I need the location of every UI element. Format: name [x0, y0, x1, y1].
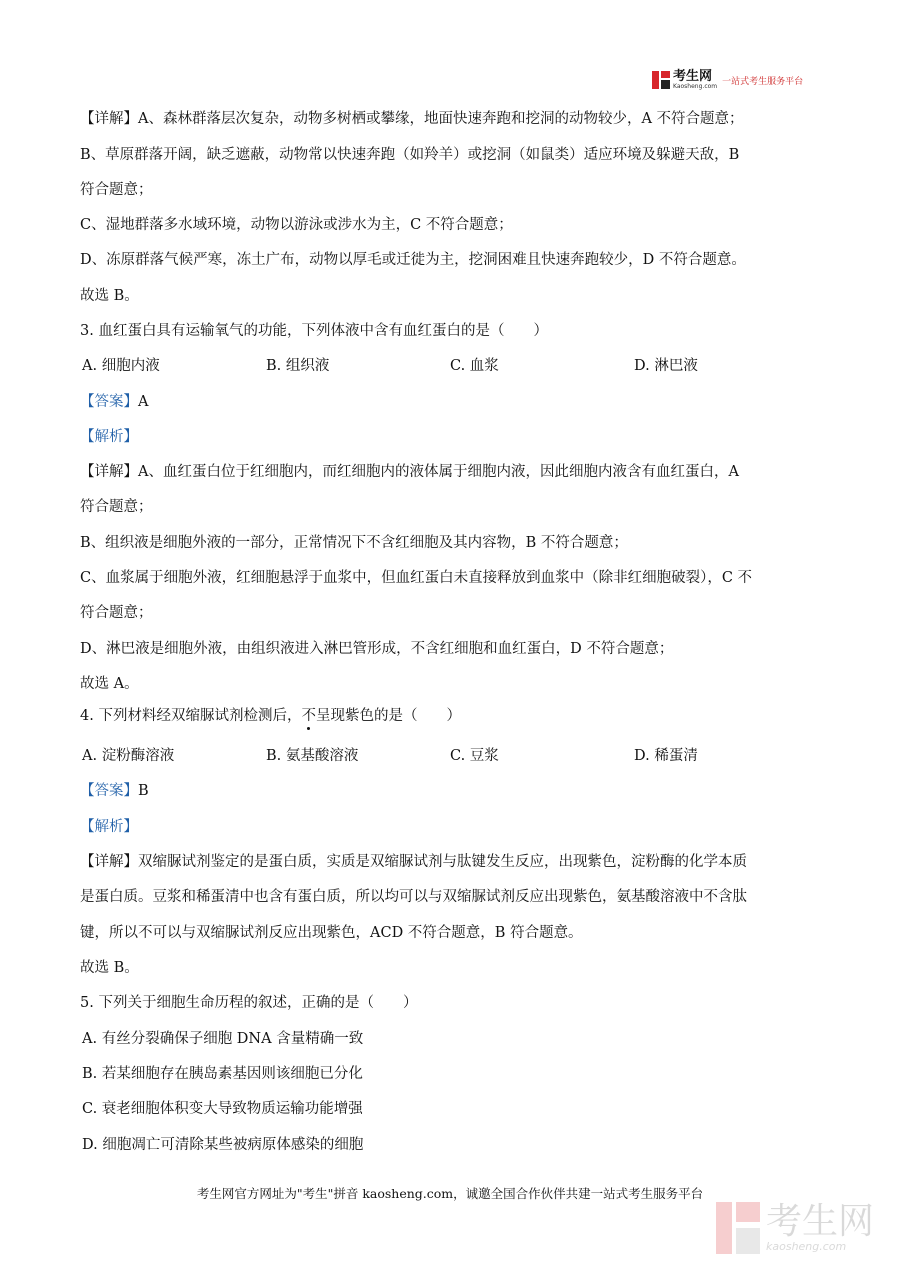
q3-detail-a-1: 【详解】A、血红蛋白位于红细胞内，而红细胞内的液体属于细胞内液，因此细胞内液含有血红蛋白，A: [80, 464, 739, 480]
q3-analysis-tag: 【解析】: [80, 429, 138, 445]
q2-detail-b-1: B、草原群落开阔，缺乏遮蔽，动物常以快速奔跑（如羚羊）或挖洞（如鼠类）适应环境及躲避天敌，B: [80, 147, 740, 163]
q3-stem: 3. 血红蛋白具有运输氧气的功能，下列体液中含有血红蛋白的是（ ）: [80, 323, 548, 339]
answer-tag: 【答案】: [80, 783, 138, 799]
q4-detail-2: 是蛋白质。豆浆和稀蛋清中也含有蛋白质，所以均可以与双缩脲试剂反应出现紫色，氨基酸溶液中不含肽: [80, 889, 747, 905]
q3-detail-d: D、淋巴液是细胞外液，由组织液进入淋巴管形成，不含红细胞和血红蛋白，D 不符合题意；: [80, 641, 674, 657]
q2-detail-b-2: 符合题意；: [80, 182, 153, 198]
emphasis-dot-text: 不: [301, 708, 316, 724]
q5-option-c: C. 衰老细胞体积变大导致物质运输功能增强: [82, 1101, 363, 1117]
q3-option-c: C. 血浆: [450, 358, 499, 374]
q4-option-b: B. 氨基酸溶液: [266, 748, 359, 764]
answer-tag: 【答案】: [80, 394, 138, 410]
page-footer: 考生网官方网址为"考生"拼音 kaosheng.com，诚邀全国合作伙伴共建一站式考生服务平台: [196, 1186, 704, 1201]
q4-detail-3: 键，所以不可以与双缩脲试剂反应出现紫色，ACD 不符合题意，B 符合题意。: [80, 925, 583, 941]
q4-answer: 【答案】B: [80, 783, 149, 799]
q4-choice: 故选 B。: [80, 960, 139, 976]
logo-slogan: 一站式考生服务平台: [722, 76, 804, 87]
watermark-domain: kaosheng.com: [766, 1239, 847, 1253]
logo-domain: Kaosheng.com: [673, 83, 718, 90]
q3-detail-c-2: 符合题意；: [80, 605, 153, 621]
q3-detail-b: B、组织液是细胞外液的一部分，正常情况下不含红细胞及其内容物，B 不符合题意；: [80, 535, 628, 551]
q5-option-d: D. 细胞凋亡可清除某些被病原体感染的细胞: [82, 1137, 364, 1153]
header-logo: [652, 70, 803, 90]
q2-detail-d: D、冻原群落气候严寒，冻土广布，动物以厚毛或迁徙为主，挖洞困难且快速奔跑较少，D 不符合题意。: [80, 252, 746, 268]
q2-detail-a: 【详解】A、森林群落层次复杂，动物多树栖或攀缘，地面快速奔跑和挖洞的动物较少，A 不符合题意；: [80, 111, 744, 127]
watermark: [716, 1202, 874, 1254]
q5-stem: 5. 下列关于细胞生命历程的叙述，正确的是（ ）: [80, 995, 418, 1011]
q3-choice: 故选 A。: [80, 676, 139, 692]
q3-option-b: B. 组织液: [266, 358, 330, 374]
q3-detail-c-1: C、血浆属于细胞外液，红细胞悬浮于血浆中，但血红蛋白未直接释放到血浆中（除非红细胞破裂），C 不: [80, 570, 753, 586]
q2-detail-c: C、湿地群落多水域环境，动物以游泳或涉水为主，C 不符合题意；: [80, 217, 513, 233]
q4-option-a: A. 淀粉酶溶液: [82, 748, 175, 764]
q4-detail-1: 【详解】双缩脲试剂鉴定的是蛋白质，实质是双缩脲试剂与肽键发生反应，出现紫色，淀粉酶的化学本质: [80, 854, 747, 870]
q4-stem: 4. 下列材料经双缩脲试剂检测后，不呈现紫色的是（ ）: [80, 708, 461, 724]
logo-name: 考生网: [673, 69, 713, 84]
q2-choice: 故选 B。: [80, 288, 139, 304]
watermark-name: 考生网: [766, 1200, 875, 1242]
q3-option-a: A. 细胞内液: [82, 358, 160, 374]
q4-analysis-tag: 【解析】: [80, 819, 138, 835]
q3-answer: 【答案】A: [80, 394, 149, 410]
q4-option-c: C. 豆浆: [450, 748, 499, 764]
watermark-logo-icon: [716, 1202, 760, 1254]
q4-option-d: D. 稀蛋清: [634, 748, 698, 764]
q5-option-b: B. 若某细胞存在胰岛素基因则该细胞已分化: [82, 1066, 363, 1082]
kaosheng-logo-icon: [652, 71, 670, 89]
q3-detail-a-2: 符合题意；: [80, 499, 153, 515]
q3-option-d: D. 淋巴液: [634, 358, 698, 374]
q5-option-a: A. 有丝分裂确保子细胞 DNA 含量精确一致: [82, 1031, 364, 1047]
